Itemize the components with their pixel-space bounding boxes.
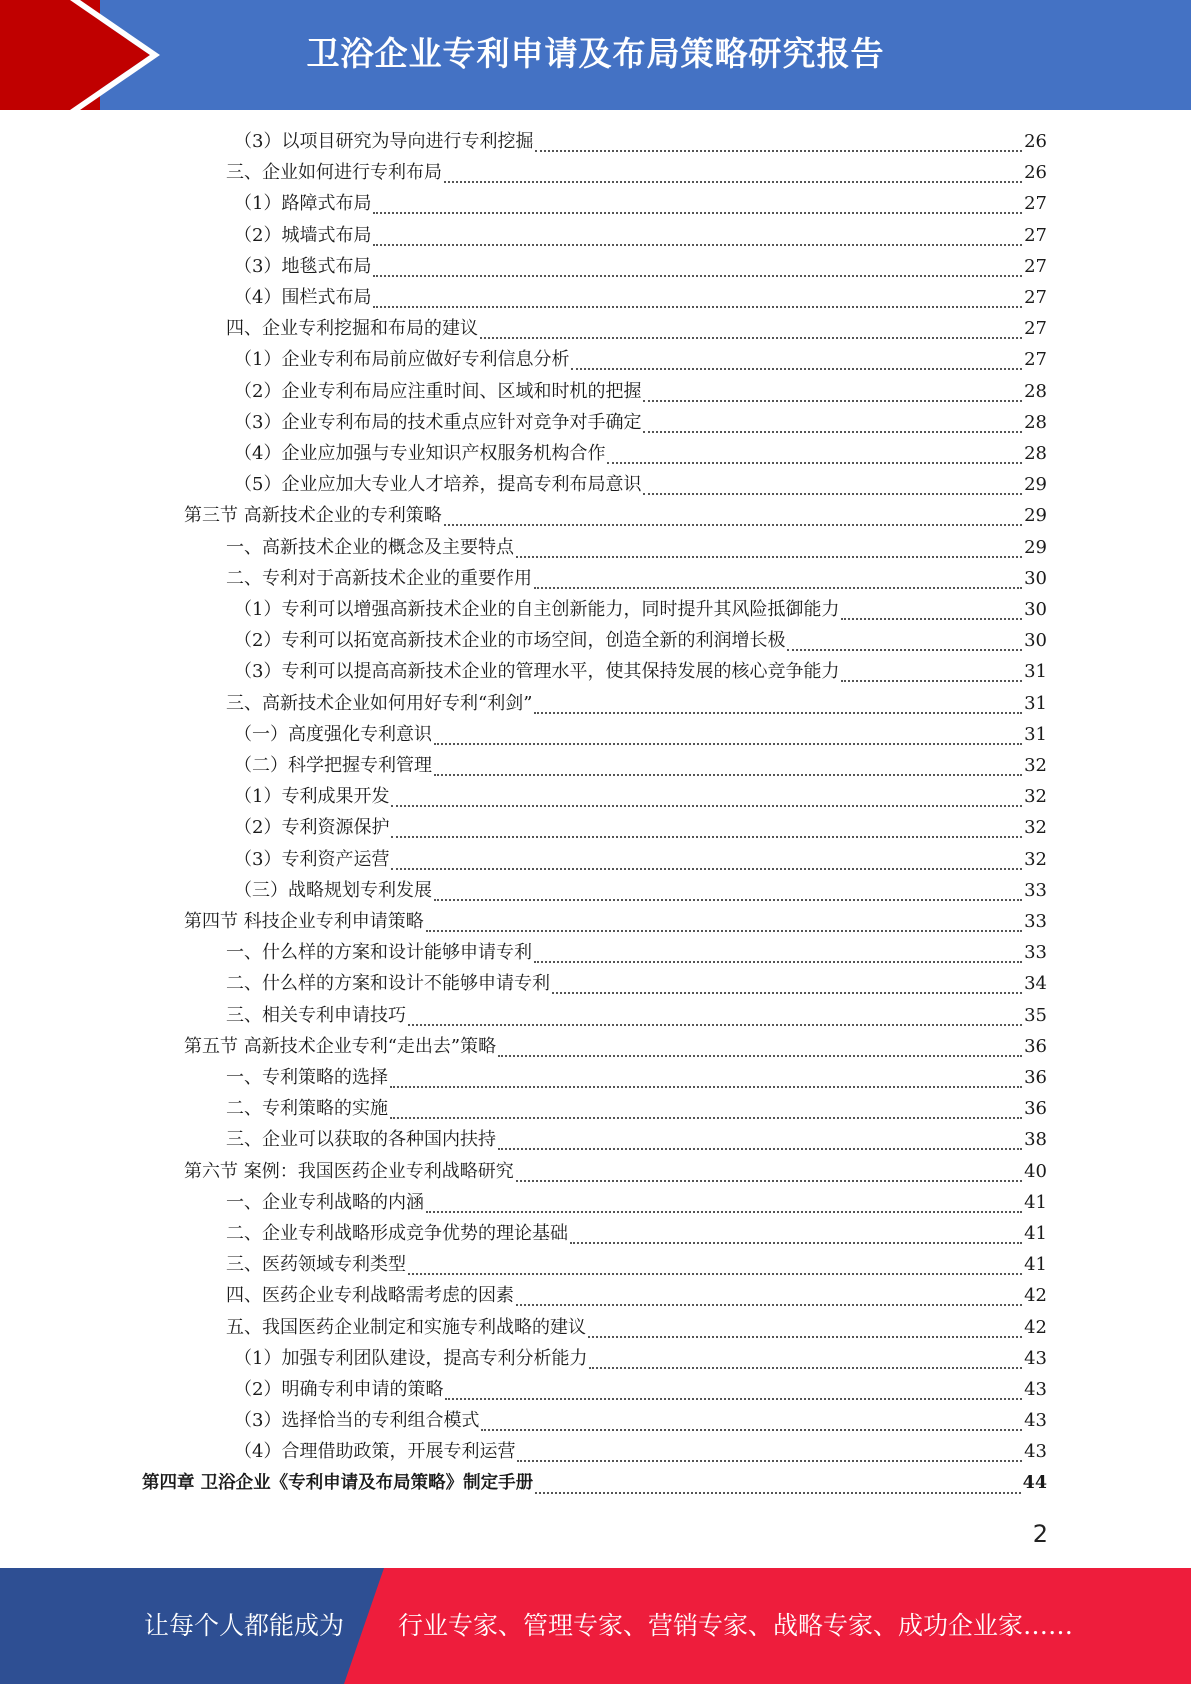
toc-dot-leader — [373, 212, 1022, 214]
toc-dot-leader — [498, 1055, 1022, 1057]
toc-entry[interactable] — [226, 158, 1047, 189]
toc-dot-leader — [434, 774, 1022, 776]
toc-dot-leader — [607, 462, 1022, 464]
toc-entry-title: 三、企业可以获取的各种国内扶持 — [226, 1129, 496, 1151]
toc-entry-title: （2）明确专利申请的策略 — [234, 1379, 444, 1400]
page-number: 2 — [1032, 1520, 1048, 1548]
toc-entry-title: 三、医药领域专利类型 — [226, 1254, 406, 1276]
toc-entry-page: 31 — [1024, 661, 1047, 683]
toc-dot-leader — [535, 150, 1022, 152]
toc-entry-page: 44 — [1022, 1472, 1047, 1493]
toc-entry-page: 29 — [1024, 474, 1047, 496]
toc-entry-title: （2）专利可以拓宽高新技术企业的市场空间，创造全新的利润增长极 — [234, 630, 786, 652]
toc-entry-page: 27 — [1024, 349, 1047, 371]
toc-dot-leader — [390, 1117, 1022, 1119]
toc-entry-page: 30 — [1024, 630, 1047, 652]
toc-dot-leader — [444, 181, 1022, 183]
toc-entry-page: 33 — [1024, 911, 1047, 932]
toc-dot-leader — [516, 1180, 1022, 1182]
toc-entry[interactable] — [234, 876, 1047, 907]
toc-dot-leader — [498, 1148, 1022, 1150]
toc-entry-page: 43 — [1024, 1441, 1047, 1463]
toc-dot-leader — [426, 930, 1022, 932]
toc-dot-leader — [426, 1211, 1022, 1213]
toc-entry-title: 五、我国医药企业制定和实施专利战略的建议 — [226, 1316, 586, 1338]
toc-entry[interactable] — [184, 907, 1047, 938]
toc-dot-leader — [516, 1304, 1022, 1306]
toc-entry-title: （4）合理借助政策，开展专利运营 — [234, 1441, 516, 1463]
toc-entry-title: （3）专利资产运营 — [234, 848, 390, 870]
toc-entry[interactable] — [184, 1157, 1047, 1188]
toc-dot-leader — [643, 493, 1022, 495]
toc-dot-leader — [841, 680, 1022, 682]
toc-entry[interactable] — [234, 408, 1047, 439]
toc-entry[interactable] — [226, 1001, 1047, 1032]
toc-entry-title: 三、高新技术企业如何用好专利“利剑” — [226, 692, 533, 714]
toc-entry-title: （3）企业专利布局的技术重点应针对竞争对手确定 — [234, 411, 642, 433]
toc-entry[interactable] — [226, 1094, 1047, 1125]
toc-entry[interactable] — [234, 845, 1047, 876]
toc-dot-leader — [571, 368, 1022, 370]
toc-entry-page: 35 — [1024, 1004, 1047, 1026]
toc-entry-page: 31 — [1024, 692, 1047, 714]
toc-entry-page: 31 — [1024, 723, 1047, 745]
toc-entry-title: 第五节 高新技术企业专利“走出去”策略 — [184, 1035, 497, 1057]
toc-entry-page: 27 — [1024, 255, 1047, 277]
toc-entry-page: 33 — [1024, 879, 1047, 901]
toc-entry[interactable] — [226, 533, 1047, 564]
toc-entry-title: 第四章 卫浴企业《专利申请及布局策略》制定手册 — [142, 1472, 534, 1493]
toc-dot-leader — [570, 1242, 1022, 1244]
toc-dot-leader — [391, 836, 1022, 838]
toc-entry-page: 43 — [1024, 1410, 1047, 1432]
toc-entry-title: 第四节 科技企业专利申请策略 — [184, 911, 424, 932]
toc-dot-leader — [643, 400, 1022, 402]
toc-entry-page: 36 — [1024, 1035, 1047, 1057]
toc-entry-page: 26 — [1024, 162, 1047, 184]
toc-entry-title: （一）高度强化专利意识 — [234, 723, 432, 745]
toc-entry-title: （3）地毯式布局 — [234, 255, 372, 277]
toc-entry[interactable] — [184, 501, 1047, 532]
toc-dot-leader — [841, 618, 1022, 620]
toc-entry-title: 一、企业专利战略的内涵 — [226, 1191, 424, 1213]
toc-entry-page: 28 — [1024, 443, 1047, 464]
document-title: 卫浴企业专利申请及布局策略研究报告 — [306, 34, 885, 73]
toc-entry-title: 第三节 高新技术企业的专利策略 — [184, 505, 442, 527]
toc-dot-leader — [589, 1367, 1022, 1369]
toc-entry-page: 41 — [1024, 1191, 1047, 1213]
toc-entry[interactable] — [142, 1469, 1047, 1500]
toc-entry-title: 三、企业如何进行专利布局 — [226, 162, 442, 184]
toc-entry[interactable] — [234, 283, 1047, 314]
toc-entry-page: 38 — [1024, 1129, 1047, 1151]
toc-entry-title: （1）专利可以增强高新技术企业的自主创新能力，同时提升其风险抵御能力 — [234, 599, 840, 620]
toc-entry[interactable] — [226, 314, 1047, 345]
toc-entry-page: 43 — [1024, 1379, 1047, 1400]
toc-entry-page: 28 — [1024, 380, 1047, 402]
toc-entry[interactable] — [234, 1375, 1047, 1406]
toc-entry-title: 二、什么样的方案和设计不能够申请专利 — [226, 973, 550, 995]
toc-entry[interactable] — [234, 221, 1047, 252]
toc-entry-title: （1）专利成果开发 — [234, 786, 390, 808]
toc-entry-page: 34 — [1024, 973, 1047, 995]
toc-entry-page: 40 — [1024, 1160, 1047, 1182]
toc-entry[interactable] — [234, 439, 1047, 470]
toc-entry-page: 32 — [1024, 786, 1047, 808]
toc-entry-title: （5）企业应加大专业人才培养，提高专利布局意识 — [234, 474, 642, 496]
toc-entry[interactable] — [234, 751, 1047, 782]
toc-entry[interactable] — [234, 377, 1047, 408]
toc-entry-page: 32 — [1024, 817, 1047, 839]
toc-dot-leader — [373, 275, 1022, 277]
toc-entry-page: 28 — [1024, 411, 1047, 433]
toc-entry-title: 四、企业专利挖掘和布局的建议 — [226, 318, 478, 340]
toc-dot-leader — [517, 1460, 1022, 1462]
toc-entry-page: 30 — [1024, 567, 1047, 589]
toc-entry-page: 36 — [1024, 1067, 1047, 1088]
toc-dot-leader — [534, 587, 1022, 589]
toc-dot-leader — [534, 961, 1022, 963]
toc-dot-leader — [516, 556, 1022, 558]
toc-entry-page: 36 — [1024, 1098, 1047, 1120]
toc-dot-leader — [643, 431, 1022, 433]
toc-entry-page: 30 — [1024, 599, 1047, 620]
toc-entry[interactable] — [226, 689, 1047, 720]
toc-dot-leader — [391, 868, 1022, 870]
toc-dot-leader — [588, 1336, 1022, 1338]
toc-entry[interactable] — [226, 1188, 1047, 1219]
toc-entry-title: 四、医药企业专利战略需考虑的因素 — [226, 1285, 514, 1307]
toc-dot-leader — [445, 1398, 1022, 1400]
toc-entry[interactable] — [234, 720, 1047, 751]
toc-entry[interactable] — [226, 969, 1047, 1000]
toc-entry-title: 二、专利对于高新技术企业的重要作用 — [226, 567, 532, 589]
toc-entry-page: 32 — [1024, 755, 1047, 776]
toc-entry[interactable] — [234, 345, 1047, 376]
toc-entry-page: 27 — [1024, 287, 1047, 308]
toc-entry[interactable] — [226, 1063, 1047, 1094]
toc-entry[interactable] — [234, 189, 1047, 220]
toc-entry[interactable] — [234, 657, 1047, 688]
toc-entry[interactable] — [226, 1281, 1047, 1312]
toc-entry[interactable] — [234, 1437, 1047, 1468]
toc-entry[interactable] — [234, 127, 1047, 158]
toc-dot-leader — [534, 712, 1022, 714]
toc-entry-title: 一、什么样的方案和设计能够申请专利 — [226, 942, 532, 964]
toc-entry[interactable] — [234, 1406, 1047, 1437]
toc-dot-leader — [552, 992, 1022, 994]
toc-dot-leader — [391, 805, 1022, 807]
toc-entry-page: 26 — [1024, 131, 1047, 152]
page-header — [0, 0, 1191, 110]
toc-entry[interactable] — [234, 1344, 1047, 1375]
toc-dot-leader — [787, 649, 1022, 651]
toc-dot-leader — [480, 337, 1022, 339]
toc-entry[interactable] — [226, 1125, 1047, 1156]
toc-entry[interactable] — [234, 782, 1047, 813]
toc-entry-title: （1）加强专利团队建设，提高专利分析能力 — [234, 1347, 588, 1369]
toc-entry[interactable] — [226, 564, 1047, 595]
toc-entry-title: （2）城墙式布局 — [234, 224, 372, 246]
toc-entry-title: 一、高新技术企业的概念及主要特点 — [226, 536, 514, 558]
toc-dot-leader — [434, 743, 1022, 745]
toc-entry-title: 二、企业专利战略形成竞争优势的理论基础 — [226, 1223, 568, 1244]
toc-entry-title: 三、相关专利申请技巧 — [226, 1004, 406, 1026]
toc-entry[interactable] — [234, 813, 1047, 844]
toc-entry[interactable] — [234, 626, 1047, 657]
toc-entry-title: 二、专利策略的实施 — [226, 1098, 388, 1120]
toc-entry-title: （1）企业专利布局前应做好专利信息分析 — [234, 349, 570, 371]
toc-dot-leader — [390, 1086, 1022, 1088]
toc-entry-page: 41 — [1024, 1254, 1047, 1276]
toc-entry[interactable] — [234, 470, 1047, 501]
toc-dot-leader — [444, 524, 1022, 526]
toc-dot-leader — [408, 1273, 1022, 1275]
toc-dot-leader — [408, 1024, 1022, 1026]
toc-entry-page: 32 — [1024, 848, 1047, 870]
toc-entry[interactable] — [184, 1032, 1047, 1063]
toc-entry[interactable] — [226, 938, 1047, 969]
toc-entry-title: （2）企业专利布局应注重时间、区域和时机的把握 — [234, 380, 642, 402]
toc-entry-title: （1）路障式布局 — [234, 193, 372, 215]
toc-entry-page: 43 — [1024, 1347, 1047, 1369]
toc-entry-title: （2）专利资源保护 — [234, 817, 390, 839]
toc-dot-leader — [481, 1429, 1022, 1431]
toc-entry-page: 42 — [1024, 1285, 1047, 1307]
toc-entry[interactable] — [234, 252, 1047, 283]
toc-entry-page: 42 — [1024, 1316, 1047, 1338]
toc-entry-page: 27 — [1024, 224, 1047, 246]
toc-entry-page: 27 — [1024, 193, 1047, 215]
toc-entry-page: 29 — [1024, 505, 1047, 527]
toc-entry[interactable] — [226, 1250, 1047, 1281]
toc-entry-title: （3）专利可以提高高新技术企业的管理水平，使其保持发展的核心竞争能力 — [234, 661, 840, 683]
toc-entry-title: （3）选择恰当的专利组合模式 — [234, 1410, 480, 1432]
toc-dot-leader — [373, 244, 1022, 246]
toc-entry-title: 第六节 案例：我国医药企业专利战略研究 — [184, 1160, 514, 1182]
page-footer — [0, 1568, 1191, 1684]
toc-entry-title: 一、专利策略的选择 — [226, 1067, 388, 1088]
toc-entry[interactable] — [234, 595, 1047, 626]
toc-entry-title: （三）战略规划专利发展 — [234, 879, 432, 901]
toc-entry[interactable] — [226, 1313, 1047, 1344]
toc-dot-leader — [373, 306, 1022, 308]
toc-entry-title: （3）以项目研究为导向进行专利挖掘 — [234, 131, 534, 152]
toc-entry-page: 29 — [1024, 536, 1047, 558]
footer-slogan-right: 行业专家、管理专家、营销专家、战略专家、成功企业家…… — [398, 1611, 1074, 1640]
toc-dot-leader — [434, 899, 1022, 901]
toc-dot-leader — [535, 1492, 1021, 1494]
toc-entry-page: 41 — [1024, 1223, 1047, 1244]
toc-entry[interactable] — [226, 1219, 1047, 1250]
toc-entry-page: 27 — [1024, 318, 1047, 340]
footer-slogan-left: 让每个人都能成为 — [144, 1611, 345, 1640]
toc-entry-title: （4）围栏式布局 — [234, 287, 372, 308]
toc-entry-title: （二）科学把握专利管理 — [234, 755, 432, 776]
toc-entry-page: 33 — [1024, 942, 1047, 964]
toc-entry-title: （4）企业应加强与专业知识产权服务机构合作 — [234, 443, 606, 464]
